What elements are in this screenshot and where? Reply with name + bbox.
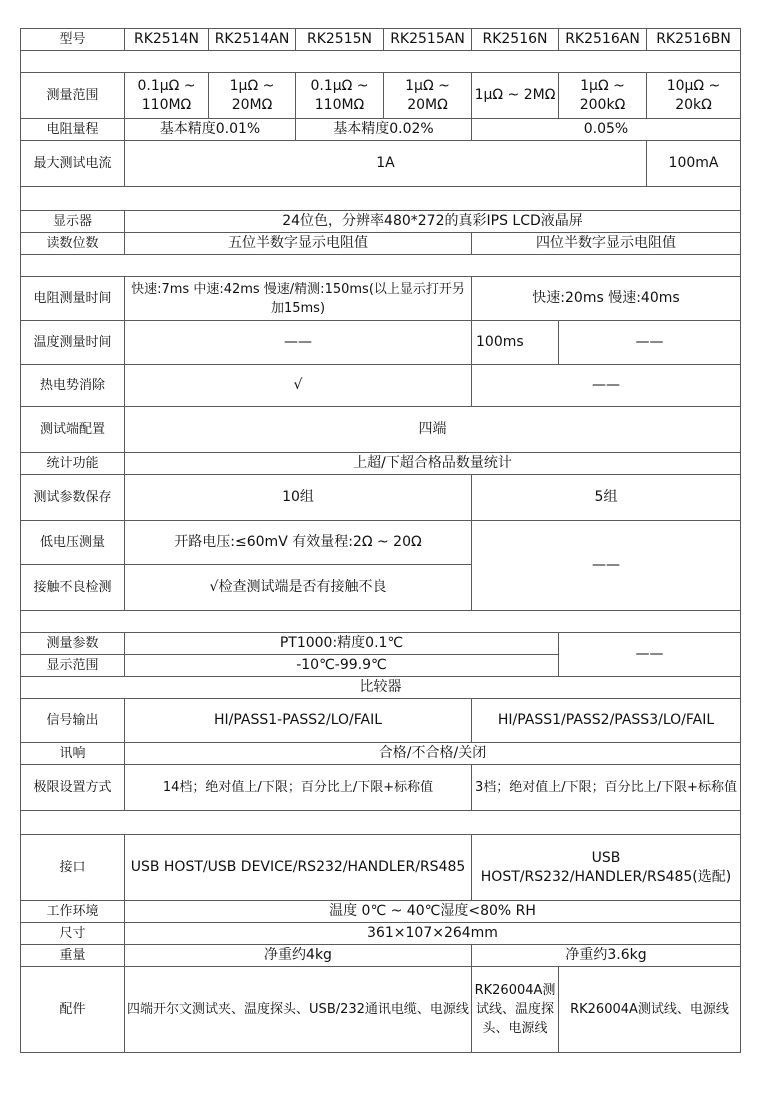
- interface-label: 接口: [21, 835, 125, 901]
- env-value: 温度 0℃ ~ 40℃湿度<80% RH: [125, 901, 741, 923]
- accuracy-value: 基本精度0.01%: [125, 119, 296, 141]
- temp-param-label: 测量参数: [21, 633, 125, 655]
- interface-value: USB HOST/RS232/HANDLER/RS485(选配): [472, 835, 741, 901]
- display-value: 24位色，分辨率480*272的真彩IPS LCD液晶屏: [125, 211, 741, 233]
- limit-row: [21, 765, 741, 811]
- spacer-row: [21, 51, 741, 73]
- temp-param-value: ——: [559, 633, 741, 677]
- terminal-row: [21, 407, 741, 453]
- accessories-value: 四端开尔文测试夹、温度探头、USB/232通讯电缆、电源线: [125, 967, 472, 1053]
- range-label: 测量范围: [21, 73, 125, 119]
- spacer-row: [21, 611, 741, 633]
- accessories-label: 配件: [21, 967, 125, 1053]
- beep-label: 讯响: [21, 743, 125, 765]
- low-voltage-value: ——: [472, 521, 741, 611]
- digits-value: 五位半数字显示电阻值: [125, 233, 472, 255]
- accessories-row: [21, 967, 741, 1053]
- spec-table: [20, 28, 741, 1053]
- low-voltage-label: 低电压测量: [21, 521, 125, 565]
- model-header: RK2516AN: [559, 29, 647, 51]
- signal-value: HI/PASS1-PASS2/LO/FAIL: [125, 699, 472, 743]
- beep-row: [21, 743, 741, 765]
- terminal-label: 测试端配置: [21, 407, 125, 453]
- spacer-row: [21, 187, 741, 211]
- stats-label: 统计功能: [21, 453, 125, 475]
- res-time-value: 快速:7ms 中速:42ms 慢速/精测:150ms(以上显示打开另加15ms): [125, 277, 472, 321]
- accuracy-value: 0.05%: [472, 119, 741, 141]
- model-header: RK2514N: [125, 29, 209, 51]
- temp-time-value: 100ms: [472, 321, 559, 365]
- limit-value: 3档；绝对值上/下限；百分比上/下限+标称值: [472, 765, 741, 811]
- spacer-cell: [21, 187, 741, 211]
- spacer-row: [21, 255, 741, 277]
- interface-value: USB HOST/USB DEVICE/RS232/HANDLER/RS485: [125, 835, 472, 901]
- comparator-row: [21, 677, 741, 699]
- accessories-value: RK26004A测试线、温度探头、电源线: [472, 967, 559, 1053]
- signal-value: HI/PASS1/PASS2/PASS3/LO/FAIL: [472, 699, 741, 743]
- res-time-label: 电阻测量时间: [21, 277, 125, 321]
- stats-value: 上超/下超合格品数量统计: [125, 453, 741, 475]
- range-value: 0.1μΩ ~ 110MΩ: [125, 73, 209, 119]
- temp-time-label: 温度测量时间: [21, 321, 125, 365]
- thermo-row: [21, 365, 741, 407]
- range-value: 1μΩ ~ 2MΩ: [472, 73, 559, 119]
- range-value: 10μΩ ~ 20kΩ: [647, 73, 741, 119]
- current-row: [21, 141, 741, 187]
- size-value: 361×107×264mm: [125, 923, 741, 945]
- contact-value: √检查测试端是否有接触不良: [125, 565, 472, 611]
- spacer-cell: [21, 255, 741, 277]
- low-voltage-row: [21, 521, 741, 565]
- accuracy-label: 电阻量程: [21, 119, 125, 141]
- current-value: 1A: [125, 141, 647, 187]
- weight-value: 净重约4kg: [125, 945, 472, 967]
- thermo-value: ——: [472, 365, 741, 407]
- accessories-value: RK26004A测试线、电源线: [559, 967, 741, 1053]
- digits-value: 四位半数字显示电阻值: [472, 233, 741, 255]
- terminal-value: 四端: [125, 407, 741, 453]
- header-row: [21, 29, 741, 51]
- digits-label: 读数位数: [21, 233, 125, 255]
- range-row: [21, 73, 741, 119]
- model-header: RK2515N: [296, 29, 384, 51]
- env-row: [21, 901, 741, 923]
- model-header: RK2516BN: [647, 29, 741, 51]
- temp-time-row: [21, 321, 741, 365]
- model-header: RK2516N: [472, 29, 559, 51]
- beep-value: 合格/不合格/关闭: [125, 743, 741, 765]
- temp-range-value: -10℃-99.9℃: [125, 655, 559, 677]
- save-value: 10组: [125, 475, 472, 521]
- accuracy-value: 基本精度0.02%: [296, 119, 472, 141]
- current-label: 最大测试电流: [21, 141, 125, 187]
- res-time-row: [21, 277, 741, 321]
- thermo-label: 热电势消除: [21, 365, 125, 407]
- temp-time-value: ——: [125, 321, 472, 365]
- stats-row: [21, 453, 741, 475]
- temp-time-value: ——: [559, 321, 741, 365]
- temp-param-row: [21, 633, 741, 655]
- spacer-cell: [21, 611, 741, 633]
- size-label: 尺寸: [21, 923, 125, 945]
- current-value: 100mA: [647, 141, 741, 187]
- size-row: [21, 923, 741, 945]
- range-value: 1μΩ ~ 20MΩ: [384, 73, 472, 119]
- limit-value: 14档；绝对值上/下限；百分比上/下限+标称值: [125, 765, 472, 811]
- limit-label: 极限设置方式: [21, 765, 125, 811]
- range-value: 0.1μΩ ~ 110MΩ: [296, 73, 384, 119]
- spacer-row: [21, 811, 741, 835]
- comparator-title: 比较器: [21, 677, 741, 699]
- display-row: [21, 211, 741, 233]
- signal-row: [21, 699, 741, 743]
- temp-range-label: 显示范围: [21, 655, 125, 677]
- weight-row: [21, 945, 741, 967]
- interface-row: [21, 835, 741, 901]
- contact-label: 接触不良检测: [21, 565, 125, 611]
- display-label: 显示器: [21, 211, 125, 233]
- thermo-value: √: [125, 365, 472, 407]
- range-value: 1μΩ ~ 200kΩ: [559, 73, 647, 119]
- low-voltage-value: 开路电压:≤60mV 有效量程:2Ω ~ 20Ω: [125, 521, 472, 565]
- model-label: 型号: [21, 29, 125, 51]
- env-label: 工作环境: [21, 901, 125, 923]
- spacer-cell: [21, 811, 741, 835]
- model-header: RK2515AN: [384, 29, 472, 51]
- accuracy-row: [21, 119, 741, 141]
- save-row: [21, 475, 741, 521]
- model-header: RK2514AN: [209, 29, 296, 51]
- digits-row: [21, 233, 741, 255]
- save-value: 5组: [472, 475, 741, 521]
- weight-value: 净重约3.6kg: [472, 945, 741, 967]
- temp-param-value: PT1000:精度0.1℃: [125, 633, 559, 655]
- spacer-cell: [21, 51, 741, 73]
- res-time-value: 快速:20ms 慢速:40ms: [472, 277, 741, 321]
- save-label: 测试参数保存: [21, 475, 125, 521]
- range-value: 1μΩ ~ 20MΩ: [209, 73, 296, 119]
- signal-label: 信号输出: [21, 699, 125, 743]
- weight-label: 重量: [21, 945, 125, 967]
